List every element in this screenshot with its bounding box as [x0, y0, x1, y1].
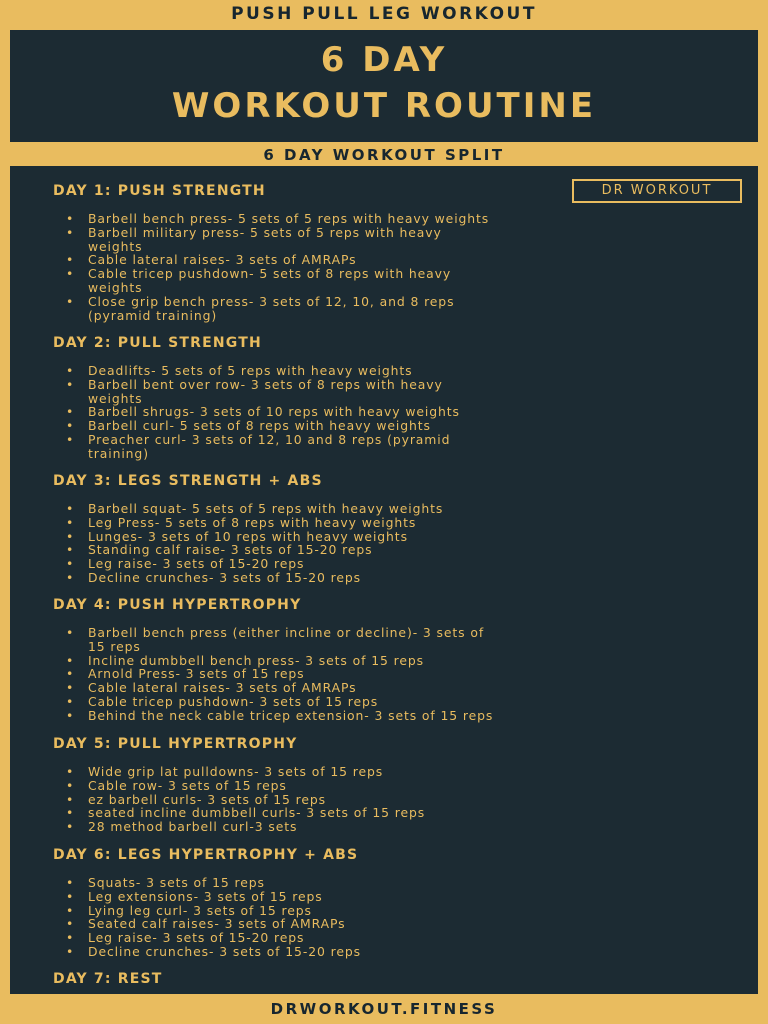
day-4-exercise-item	[88, 681, 356, 695]
exercise-text: Cable tricep pushdown- 5 sets of 8 reps with heavy	[88, 266, 452, 282]
brand-badge: DR WORKOUT	[572, 179, 742, 203]
day-2-exercise-item	[88, 419, 431, 433]
exercise-text: Leg raise- 3 sets of 15-20 reps	[88, 930, 305, 946]
exercise-text: Barbell curl- 5 sets of 8 reps with heavy weights	[88, 418, 431, 434]
exercise-text: Cable lateral raises- 3 sets of AMRAPs	[88, 680, 357, 696]
day-4-heading: DAY 4: PUSH HYPERTROPHY	[53, 597, 302, 613]
exercise-text: Preacher curl- 3 sets of 12, 10 and 8 reps (pyramid	[88, 432, 451, 447]
day-2-exercise-item	[88, 364, 412, 378]
day-1-exercise-item	[88, 253, 356, 267]
exercise-text: Cable lateral raises- 3 sets of AMRAPs	[88, 252, 357, 268]
day-1-exercise-item	[88, 267, 451, 295]
exercise-text: Behind the neck cable tricep extension- 3 sets of 15 reps	[88, 707, 494, 723]
day-5-exercise-item	[88, 779, 287, 793]
day-1-exercise-item	[88, 295, 454, 323]
page-title-line-1: 6 DAY	[320, 40, 448, 80]
exercise-text: Wide grip lat pulldowns- 3 sets of 15 reps	[88, 764, 384, 779]
day-2-exercise-item	[88, 378, 443, 406]
exercise-text: Lying leg curl- 3 sets of 15 reps	[88, 902, 312, 918]
day-3-exercise-item	[88, 530, 408, 544]
exercise-text: Barbell bench press- 5 sets of 5 reps with heavy weights	[88, 211, 490, 226]
title-panel	[10, 30, 758, 142]
exercise-text: Squats- 3 sets of 15 reps	[88, 875, 265, 890]
day-3-heading: DAY 3: LEGS STRENGTH + ABS	[53, 473, 323, 489]
day-3-exercise-item	[88, 502, 443, 516]
exercise-text: Barbell bench press (either incline or decline)- 3 sets of	[88, 625, 485, 640]
split-label: 6 DAY WORKOUT SPLIT	[263, 146, 505, 164]
day-2-exercise-item	[88, 433, 450, 461]
exercise-text: Incline dumbbell bench press- 3 sets of 15 reps	[88, 652, 424, 668]
exercise-text: Leg Press- 5 sets of 8 reps with heavy weights	[88, 514, 417, 530]
exercise-text: Barbell shrugs- 3 sets of 10 reps with heavy weights	[88, 404, 460, 420]
day-4-exercise-item	[88, 626, 484, 654]
exercise-text-continued: training)	[88, 445, 149, 461]
day-5-exercise-item	[88, 765, 383, 779]
day-7-heading: DAY 7: REST	[53, 971, 163, 987]
day-4-exercise-item	[88, 695, 378, 709]
exercise-text: Cable row- 3 sets of 15 reps	[88, 777, 287, 793]
exercise-text: Leg raise- 3 sets of 15-20 reps	[88, 556, 305, 572]
day-3-exercise-item	[88, 557, 304, 571]
exercise-text-continued: weights	[88, 390, 143, 406]
exercise-text-continued: weights	[88, 279, 143, 295]
exercise-text-continued: 15 reps	[88, 638, 141, 654]
day-4-exercise-item	[88, 667, 304, 681]
exercise-text: Barbell squat- 5 sets of 5 reps with heavy weights	[88, 501, 444, 516]
exercise-text: Standing calf raise- 3 sets of 15-20 reps	[88, 542, 373, 558]
exercise-text-continued: (pyramid training)	[88, 307, 218, 323]
exercise-text: Close grip bench press- 3 sets of 12, 10, and 8 reps	[88, 293, 455, 309]
day-6-exercise-item	[88, 904, 312, 918]
day-5-heading: DAY 5: PULL HYPERTROPHY	[53, 736, 298, 752]
exercise-text: Lunges- 3 sets of 10 reps with heavy weights	[88, 528, 408, 544]
exercise-text: Leg extensions- 3 sets of 15 reps	[88, 888, 323, 904]
day-3-exercise-item	[88, 571, 361, 585]
day-6-exercise-item	[88, 876, 265, 890]
exercise-text: Cable tricep pushdown- 3 sets of 15 reps	[88, 694, 379, 709]
exercise-text: Seated calf raises- 3 sets of AMRAPs	[88, 916, 346, 932]
exercise-text: ez barbell curls- 3 sets of 15 reps	[88, 791, 327, 807]
day-5-exercise-item	[88, 793, 326, 807]
exercise-text: Barbell military press- 5 sets of 5 reps with heavy	[88, 224, 442, 240]
exercise-text: seated incline dumbbell curls- 3 sets of 15 reps	[88, 805, 426, 821]
exercise-text: Decline crunches- 3 sets of 15-20 reps	[88, 570, 361, 585]
day-3-exercise-item	[88, 543, 373, 557]
page-title-line-2: WORKOUT ROUTINE	[171, 86, 597, 126]
day-5-exercise-item	[88, 820, 297, 834]
day-1-exercise-item	[88, 226, 442, 254]
day-3-exercise-item	[88, 516, 416, 530]
exercise-text: 28 method barbell curl-3 sets	[88, 819, 298, 835]
workout-content-panel	[10, 166, 758, 994]
day-6-exercise-item	[88, 931, 304, 945]
exercise-text: Barbell bent over row- 3 sets of 8 reps with heavy	[88, 376, 443, 392]
day-2-exercise-item	[88, 405, 460, 419]
day-6-heading: DAY 6: LEGS HYPERTROPHY + ABS	[53, 847, 359, 863]
day-1-heading: DAY 1: PUSH STRENGTH	[53, 183, 266, 199]
page-subtitle: PUSH PULL LEG WORKOUT	[231, 4, 537, 24]
day-5-exercise-item	[88, 806, 425, 820]
day-6-exercise-item	[88, 890, 323, 904]
exercise-text: Arnold Press- 3 sets of 15 reps	[88, 666, 305, 682]
day-4-exercise-item	[88, 709, 493, 723]
day-6-exercise-item	[88, 917, 345, 931]
day-4-exercise-item	[88, 654, 424, 668]
day-6-exercise-item	[88, 945, 361, 959]
exercise-text: Decline crunches- 3 sets of 15-20 reps	[88, 944, 361, 959]
footer-url: DRWORKOUT.FITNESS	[270, 1000, 498, 1018]
day-2-heading: DAY 2: PULL STRENGTH	[53, 335, 262, 351]
exercise-text: Deadlifts- 5 sets of 5 reps with heavy weights	[88, 363, 413, 378]
exercise-text-continued: weights	[88, 238, 143, 254]
day-1-exercise-item	[88, 212, 489, 226]
